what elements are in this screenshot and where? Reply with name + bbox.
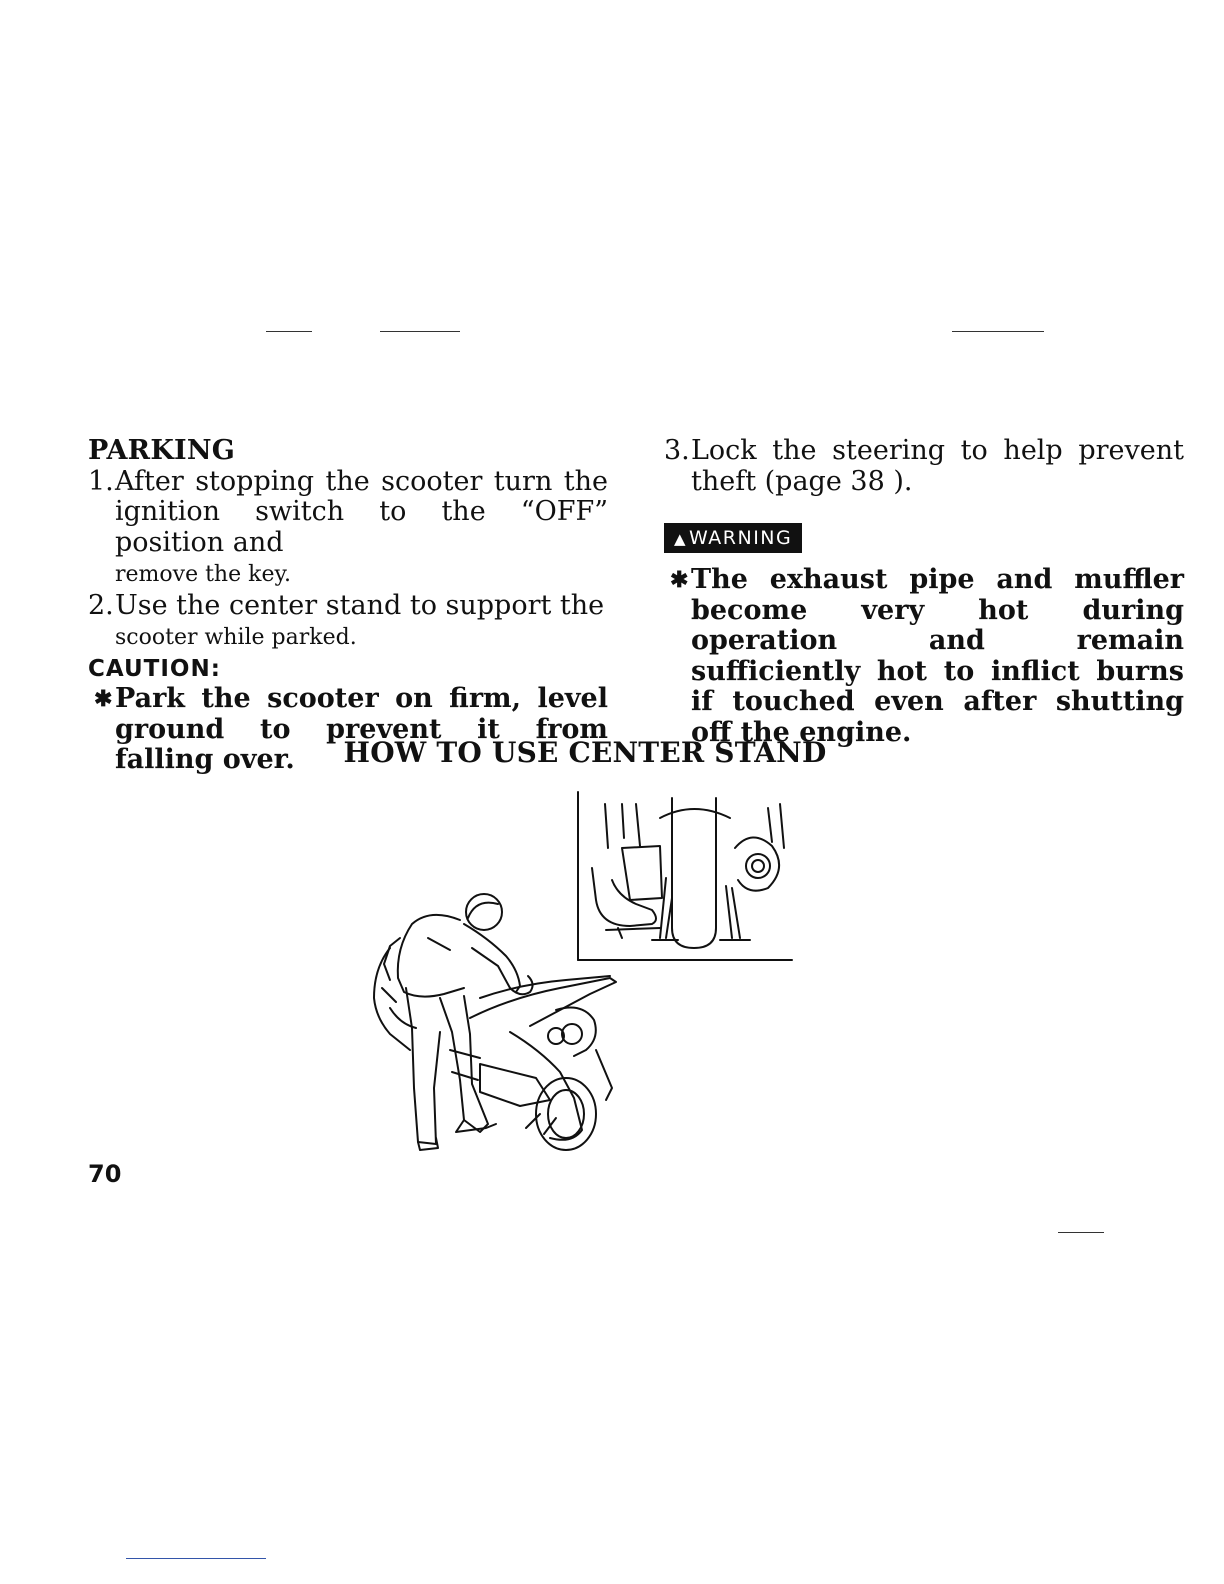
inset-frame (578, 792, 792, 960)
step-text: Use the center stand to support the (115, 589, 605, 621)
decorative-rule (266, 331, 312, 332)
parking-step-3 (664, 436, 1184, 497)
warning-triangle-icon: ▲ (674, 530, 688, 548)
step-text: Lock the steering to help prevent theft (page 38 ). (691, 435, 1184, 497)
step-text-tail: remove the key. (115, 562, 291, 587)
decorative-rule (952, 331, 1044, 332)
warning-label: WARNING (689, 527, 793, 549)
steering-warning-section (664, 436, 1184, 748)
page-number: 70 (88, 1160, 122, 1188)
parking-step-1 (88, 467, 608, 591)
decorative-rule (126, 1558, 266, 1559)
step-number: 2. (88, 589, 114, 621)
step-number: 1. (88, 465, 114, 497)
center-stand-illustration (360, 788, 800, 1158)
center-stand-title: HOW TO USE CENTER STAND (343, 736, 827, 769)
caution-label: CAUTION: (88, 655, 221, 682)
caution-text: Park the scooter on firm, level ground to prevent it from falling over. (115, 683, 608, 775)
rider-figure (384, 894, 533, 1150)
warning-note (664, 565, 1184, 748)
step-text-tail: scooter while parked. (115, 625, 357, 650)
scooter-figure (374, 948, 616, 1150)
warning-badge (664, 523, 802, 553)
decorative-rule (1058, 1232, 1104, 1233)
bullet-icon: ✱ (670, 567, 689, 593)
bullet-icon: ✱ (94, 686, 113, 712)
step-number: 3. (664, 435, 690, 466)
parking-step-2 (88, 591, 608, 654)
parking-section (88, 436, 608, 776)
warning-text: The exhaust pipe and muffler become very hot during operation and remain sufficiently hot to inflict burns if touched even after shutting off the engine. (691, 564, 1184, 748)
decorative-rule (380, 331, 460, 332)
step-text: After stopping the scooter turn the ignition switch to the “OFF” position and (115, 465, 608, 558)
parking-heading: PARKING (88, 435, 235, 466)
inset-center-stand-detail (592, 798, 784, 948)
